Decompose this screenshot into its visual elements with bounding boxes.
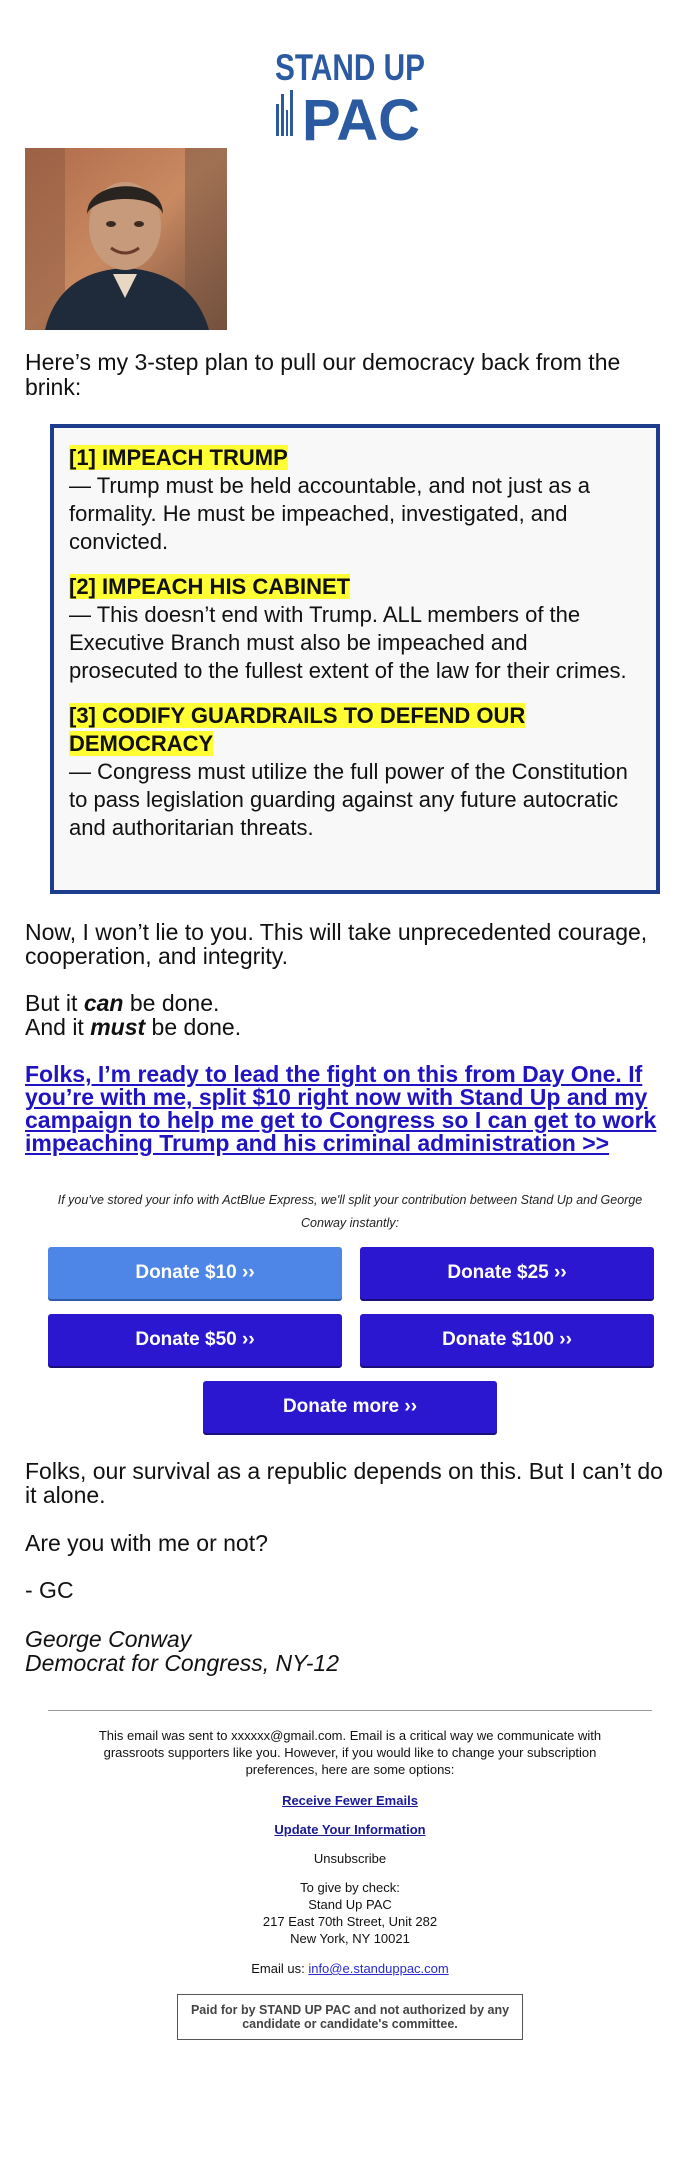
check-street: 217 East 70th Street, Unit 282	[262, 1914, 438, 1929]
text-fragment: be done.	[123, 990, 220, 1016]
plan-step-body: — Trump must be held accountable, and not just as a formality. He must be impeached, investigated, and convicted.	[69, 473, 590, 554]
text-fragment: But it	[25, 990, 84, 1016]
plan-step-3	[69, 702, 640, 842]
donate-100-button[interactable]: Donate $100 ››	[360, 1314, 654, 1366]
plan-step-body: — Congress must utilize the full power of the Constitution to pass legislation guarding against any future autocratic and authoritarian threats.	[69, 759, 628, 840]
plan-step-heading: [3] CODIFY GUARDRAILS TO DEFEND OUR DEMOCRACY	[69, 703, 526, 756]
closing-initials: - GC	[25, 1577, 74, 1603]
logo-line1: STAND UP	[275, 47, 425, 88]
receive-fewer-emails-link[interactable]: Receive Fewer Emails	[282, 1793, 418, 1808]
plan-step-body: — This doesn’t end with Trump. ALL members of the Executive Branch must also be impeached and prosecuted to the fullest extent of the law for their crimes.	[69, 602, 627, 683]
candidate-photo	[25, 148, 227, 330]
portrait-image	[25, 148, 227, 330]
donate-25-button[interactable]: Donate $25 ››	[360, 1247, 654, 1299]
logo-line2: PAC	[302, 88, 420, 153]
footer-sent-to: This email was sent to xxxxxx@gmail.com. Email is a critical way we communicate with grassroots supporters like you. However, if you would like to change your subscription preferences, here are some options:	[98, 1728, 602, 1777]
plan-step-2	[69, 573, 640, 685]
closing-question: Are you with me or not?	[25, 1530, 268, 1556]
cta-donate-link[interactable]: Folks, I’m ready to lead the fight on this from Day One. If you’re with me, split $10 right now with Stand Up and my campaign to help me get to Congress so I can get to work impeaching Trump and his criminal administration >>	[25, 1061, 657, 1156]
plan-step-1	[69, 444, 640, 556]
donate-10-button[interactable]: Donate $10 ››	[48, 1247, 342, 1299]
header-logo	[0, 0, 700, 153]
footer-divider	[48, 1710, 652, 1711]
emphasis-must: must	[90, 1014, 146, 1040]
text-fragment: be done.	[145, 1014, 242, 1040]
donate-more-row	[0, 1381, 700, 1433]
closing-paragraph: Folks, our survival as a republic depends on this. But I can’t do it alone.	[25, 1458, 663, 1508]
intro-text: Here’s my 3-step plan to pull our democracy back from the brink:	[25, 349, 621, 400]
check-city: New York, NY 10021	[290, 1931, 410, 1946]
body-paragraph-can	[25, 991, 675, 1039]
update-information-link[interactable]: Update Your Information	[274, 1822, 426, 1837]
check-org: Stand Up PAC	[308, 1897, 392, 1912]
signature-title: Democrat for Congress, NY-12	[25, 1650, 340, 1676]
paid-for-disclaimer: Paid for by STAND UP PAC and not authorized by any candidate or candidate's committee.	[177, 1994, 523, 2040]
email-label: Email us:	[251, 1961, 309, 1976]
cta-paragraph	[25, 1063, 675, 1155]
unsubscribe-link[interactable]: Unsubscribe	[313, 1851, 387, 1866]
text-fragment: And it	[25, 1014, 91, 1040]
contact-email-link[interactable]: info@e.standuppac.com	[308, 1961, 449, 1976]
stand-up-pac-logo	[270, 42, 430, 153]
actblue-note: If you've stored your info with ActBlue Express, we'll split your contribution between Stand Up and George Conway instantly:	[57, 1193, 643, 1230]
signature	[25, 1627, 675, 1675]
check-intro: To give by check:	[300, 1880, 400, 1895]
emphasis-can: can	[83, 990, 124, 1016]
plan-step-heading: [2] IMPEACH HIS CABINET	[69, 574, 351, 599]
plan-step-heading: [1] IMPEACH TRUMP	[69, 445, 288, 470]
donate-more-button[interactable]: Donate more ››	[203, 1381, 497, 1433]
donate-50-button[interactable]: Donate $50 ››	[48, 1314, 342, 1366]
footer	[70, 1727, 630, 1977]
donate-button-grid	[48, 1247, 660, 1366]
contact-line	[70, 1960, 630, 1977]
body-paragraph: Now, I won’t lie to you. This will take unprecedented courage, cooperation, and integrity.	[25, 919, 648, 969]
plan-box	[50, 424, 660, 894]
signature-name: George Conway	[25, 1626, 192, 1652]
